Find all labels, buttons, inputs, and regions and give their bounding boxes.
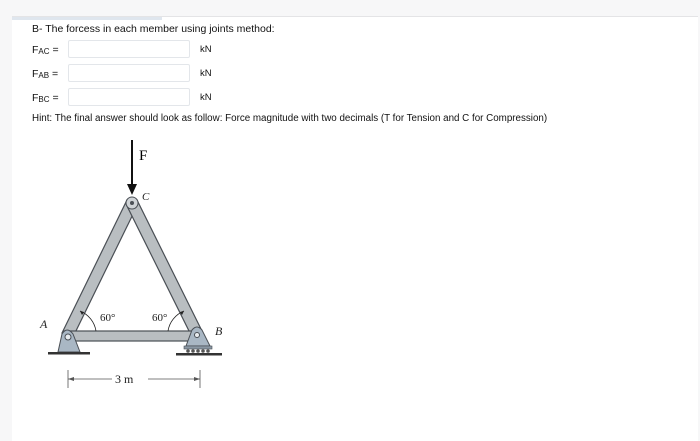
dimension-line — [68, 370, 200, 388]
answer-label-fab: $F_{AB}$ = — [32, 68, 59, 80]
angle-label-left: 60° — [100, 312, 116, 324]
span-label: 3 m — [115, 372, 134, 386]
unit-label-fab: kN — [200, 68, 212, 79]
joint-label-c: C — [142, 191, 150, 203]
truss-members — [62, 200, 203, 341]
force-arrow — [127, 140, 137, 195]
question-heading: B- The forcess in each member using joints method: — [32, 23, 275, 35]
joint-label-a: A — [40, 317, 48, 331]
joint-label-b: B — [215, 324, 223, 338]
member-ab — [64, 331, 200, 341]
answer-label-fbc: $F_{BC}$ = — [32, 92, 59, 104]
pin-c-center — [130, 201, 134, 205]
hint-text: Hint: The final answer should look as follow: Force magnitude with two decimals (T for Tension and C for Compression) — [32, 113, 548, 124]
force-label: F — [139, 148, 148, 164]
unit-label-fbc: kN — [200, 92, 212, 103]
unit-label-fac: kN — [200, 44, 212, 55]
answer-label-fac: $F_{AC}$ = — [32, 44, 59, 56]
angle-label-right: 60° — [152, 312, 168, 324]
